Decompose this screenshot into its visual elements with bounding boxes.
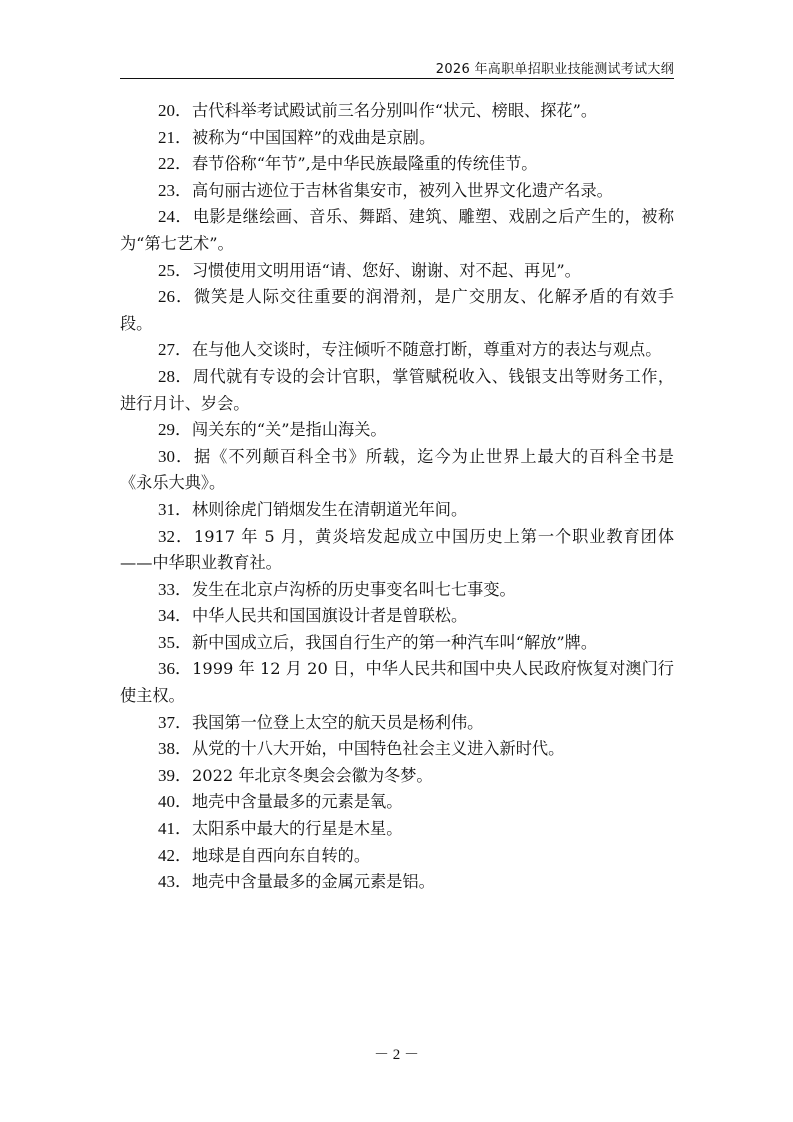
item-text: 微笑是人际交往重要的润滑剂，是广交朋友、化解矛盾的有效手段。	[120, 287, 674, 333]
list-item	[120, 337, 674, 364]
item-number: 38．	[158, 739, 192, 759]
list-item	[120, 816, 674, 843]
item-text: 古代科举考试殿试前三名分别叫作“状元、榜眼、探花”。	[192, 101, 598, 120]
item-text: 发生在北京卢沟桥的历史事变名叫七七事变。	[192, 579, 516, 599]
item-text: 被称为“中国国粹”的戏曲是京剧。	[192, 127, 436, 147]
item-number: 37．	[158, 712, 192, 732]
item-text: 电影是继绘画、音乐、舞蹈、建筑、雕塑、戏剧之后产生的，被称为“第七艺术”。	[120, 207, 675, 253]
list-item	[120, 284, 674, 337]
item-text: 2022 年北京冬奥会会徽为冬梦。	[192, 765, 433, 785]
item-text: 据《不列颠百科全书》所载，迄今为止世界上最大的百科全书是《永乐大典》。	[120, 446, 674, 493]
list-item	[120, 98, 674, 125]
item-number: 31．	[158, 499, 192, 519]
list-item	[120, 736, 674, 763]
list-item	[120, 789, 674, 816]
header-title: 2026 年高职单招职业技能测试考试大纲	[435, 62, 674, 77]
page-header	[120, 56, 674, 79]
list-item	[120, 364, 674, 417]
item-text: 春节俗称“年节”,是中华民族最隆重的传统佳节。	[192, 154, 538, 174]
list-item	[120, 710, 674, 737]
list-item	[120, 603, 674, 630]
list-item	[120, 497, 674, 524]
item-number: 25．	[158, 260, 192, 280]
page-number: － 2 －	[373, 1047, 419, 1063]
document-body	[120, 98, 674, 896]
item-text: 地球是自西向东自转的。	[192, 845, 371, 865]
item-text: 周代就有专设的会计官职，掌管赋税收入、钱银支出等财务工作，进行月计、岁会。	[120, 366, 675, 413]
item-number: 21．	[158, 127, 192, 147]
item-number: 33．	[158, 579, 192, 599]
item-number: 39．	[158, 765, 192, 785]
item-text: 中华人民共和国国旗设计者是曾联松。	[192, 606, 468, 626]
item-text: 1999 年 12 月 20 日，中华人民共和国中央人民政府恢复对澳门行使主权。	[120, 659, 674, 706]
item-number: 40．	[158, 792, 192, 812]
item-number: 28．	[158, 366, 193, 386]
item-number: 30．	[158, 446, 194, 466]
item-text: 习惯使用文明用语“请、您好、谢谢、对不起、再见”。	[192, 260, 581, 280]
item-text: 太阳系中最大的行星是木星。	[192, 819, 403, 839]
list-item	[120, 258, 674, 285]
item-text: 我国第一位登上太空的航天员是杨利伟。	[192, 712, 484, 732]
list-item	[120, 524, 674, 577]
list-item	[120, 178, 674, 205]
item-text: 林则徐虎门销烟发生在清朝道光年间。	[192, 499, 468, 519]
item-number: 35．	[158, 632, 192, 652]
list-item	[120, 630, 674, 657]
item-number: 23．	[158, 180, 192, 200]
item-number: 22．	[158, 154, 192, 174]
list-item	[120, 843, 674, 870]
item-text: 闯关东的“关”是指山海关。	[192, 420, 387, 440]
item-number: 32．	[158, 526, 194, 546]
item-text: 地壳中含量最多的元素是氧。	[192, 792, 403, 812]
list-item	[120, 577, 674, 604]
list-item	[120, 444, 674, 497]
item-text: 高句丽古迹位于吉林省集安市，被列入世界文化遗产名录。	[192, 180, 613, 200]
item-text: 从党的十八大开始，中国特色社会主义进入新时代。	[192, 739, 565, 759]
item-number: 36．	[158, 659, 193, 679]
item-text: 新中国成立后，我国自行生产的第一种汽车叫“解放”牌。	[192, 632, 598, 652]
list-item	[120, 125, 674, 152]
item-number: 24．	[158, 207, 193, 227]
item-number: 34．	[158, 606, 192, 626]
list-item	[120, 763, 674, 790]
list-item	[120, 204, 674, 257]
item-number: 42．	[158, 845, 192, 865]
list-item	[120, 417, 674, 444]
item-number: 29．	[158, 420, 192, 440]
item-number: 41．	[158, 819, 192, 839]
item-number: 26．	[158, 287, 194, 307]
list-item	[120, 151, 674, 178]
item-text: 地壳中含量最多的金属元素是铝。	[192, 872, 435, 892]
list-item	[120, 656, 674, 709]
item-number: 20．	[158, 101, 192, 120]
item-number: 27．	[158, 340, 192, 360]
item-text: 1917 年 5 月，黄炎培发起成立中国历史上第一个职业教育团体——中华职业教育社。	[120, 526, 675, 573]
item-text: 在与他人交谈时，专注倾听不随意打断，尊重对方的表达与观点。	[192, 340, 662, 360]
item-number: 43．	[158, 872, 192, 892]
list-item	[120, 869, 674, 896]
